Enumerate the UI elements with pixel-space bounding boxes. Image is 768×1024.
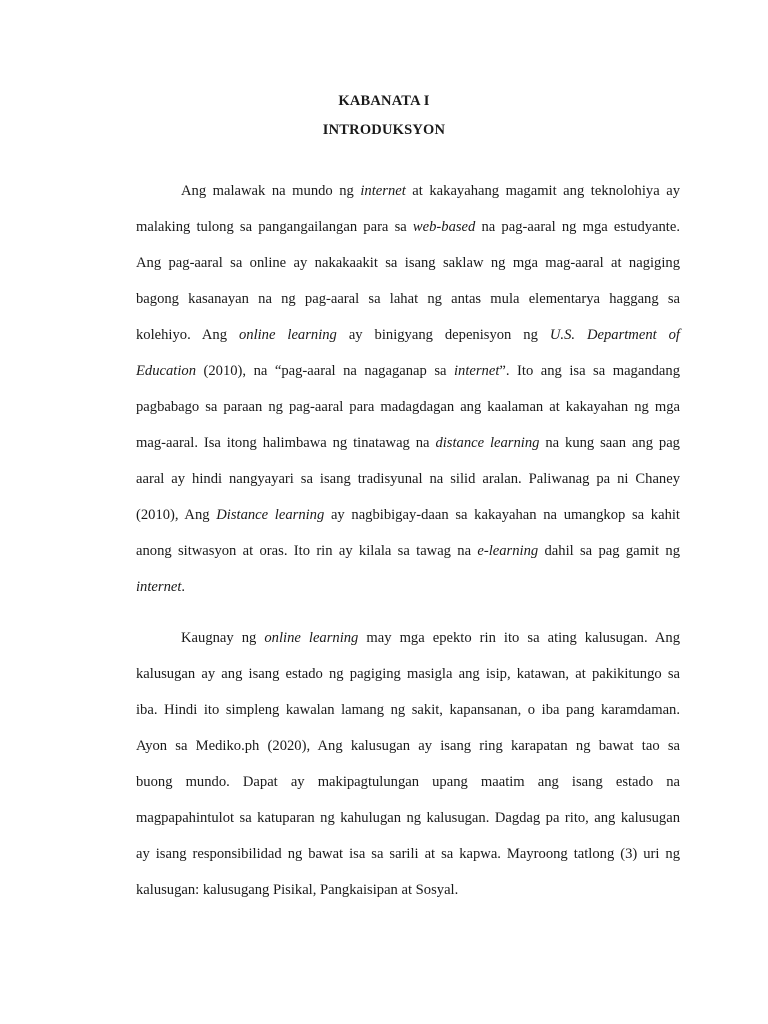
italic-term: distance learning xyxy=(435,435,540,451)
italic-term: Education xyxy=(136,363,196,379)
chapter-heading: KABANATA I xyxy=(338,93,430,109)
italic-term: internet xyxy=(136,579,182,595)
italic-term: internet xyxy=(360,183,406,199)
chapter-title: INTRODUKSYON xyxy=(322,122,446,138)
italic-term: internet xyxy=(453,363,500,379)
text-line: magpapahintulot sa katuparan ng kahulugan ng kalusugan. Dagdag pa rito, ang kalusugan xyxy=(136,810,680,826)
text-line: aaral ay hindi nangyayari sa isang tradisyunal na silid aralan. Paliwanag pa ni Chaney xyxy=(136,471,680,487)
paragraph-1 xyxy=(136,173,680,605)
text-line: Kaugnay ng online learning may mga epekto rin ito sa ating kalusugan. Ang xyxy=(181,630,681,646)
text-line: iba. Hindi ito simpleng kawalan lamang ng sakit, kapansanan, o iba pang karamdaman. xyxy=(136,702,680,718)
text-line: ay isang responsibilidad ng bawat isa sa sarili at sa kapwa. Mayroong tatlong (3) uri ng xyxy=(136,846,680,862)
text-line: (2010), Ang Distance learning ay nagbibigay-daan sa kakayahan na umangkop sa kahit xyxy=(136,507,680,523)
italic-term: U.S. Department of xyxy=(549,327,680,343)
paragraph-2 xyxy=(136,620,680,908)
italic-term: web-based xyxy=(412,219,476,235)
text-line: pagbabago sa paraan ng pag-aaral para madagdagan ang kaalaman at kakayahan ng mga xyxy=(136,399,680,415)
text-line: kolehiyo. Ang online learning ay binigyang depenisyon ng U.S. Department of xyxy=(136,327,680,343)
text-line: buong mundo. Dapat ay makipagtulungan upang maatim ang isang estado na xyxy=(136,774,680,790)
text-line: bagong kasanayan na ng pag-aaral sa lahat ng antas mula elementarya haggang sa xyxy=(136,291,680,307)
italic-term: online learning xyxy=(264,630,359,646)
text-line: kalusugan ay ang isang estado ng pagiging masigla ang isip, katawan, at pakikitungo sa xyxy=(136,666,680,682)
text-line: mag-aaral. Isa itong halimbawa ng tinatawag na distance learning na kung saan ang pag xyxy=(136,435,680,451)
italic-term: Distance learning xyxy=(216,507,325,523)
text-line: internet. xyxy=(136,579,186,595)
italic-term: online learning xyxy=(238,327,337,343)
italic-term: e-learning xyxy=(477,543,539,559)
text-line: kalusugan: kalusugang Pisikal, Pangkaisipan at Sosyal. xyxy=(136,882,459,898)
text-line: Ang pag-aaral sa online ay nakakaakit sa isang saklaw ng mga mag-aaral at nagiging xyxy=(136,255,680,271)
text-line: Education (2010), na “pag-aaral na nagaganap sa internet”. Ito ang isa sa magandang xyxy=(136,363,680,379)
text-line: Ayon sa Mediko.ph (2020), Ang kalusugan ay isang ring karapatan ng bawat tao sa xyxy=(136,738,680,754)
text-line: anong sitwasyon at oras. Ito rin ay kilala sa tawag na e-learning dahil sa pag gamit ng xyxy=(136,543,680,559)
text-line: Ang malawak na mundo ng internet at kakayahang magamit ang teknolohiya ay xyxy=(181,183,680,199)
text-line: malaking tulong sa pangangailangan para sa web-based na pag-aaral ng mga estudyante. xyxy=(136,219,680,235)
